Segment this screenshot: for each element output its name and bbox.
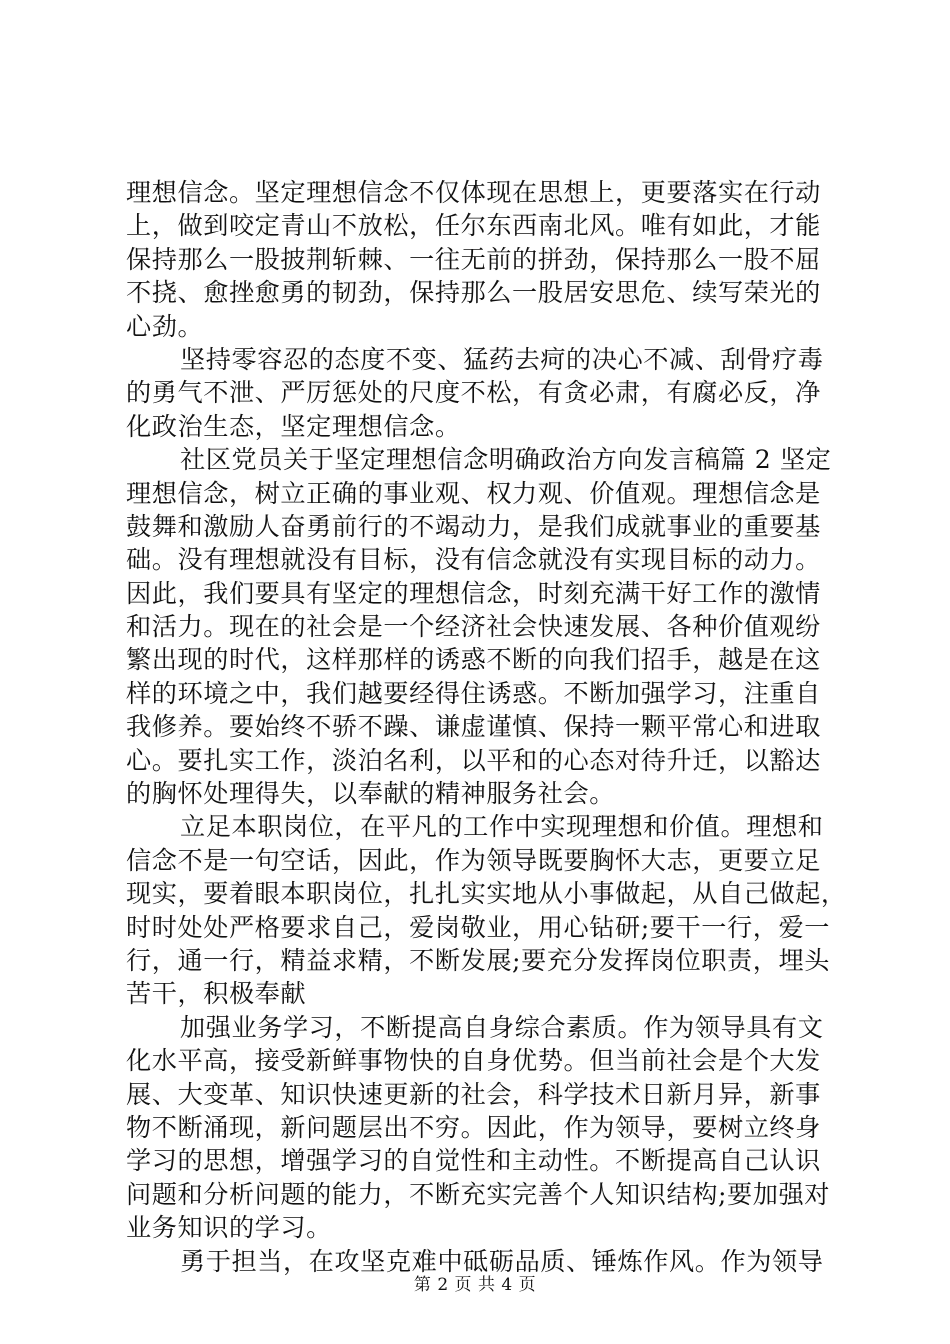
text-line: 础。没有理想就没有目标，没有信念就没有实现目标的动力。 <box>126 545 821 575</box>
text-line: 理想信念。坚定理想信念不仅体现在思想上，更要落实在行动 <box>126 178 821 207</box>
text-line: 理想信念，树立正确的事业观、权力观、价值观。理想信念是 <box>126 478 821 508</box>
text-line: 心。要扎实工作，淡泊名利，以平和的心态对待升迁，以豁达 <box>126 745 821 775</box>
text-line: 化水平高，接受新鲜事物快的自身优势。但当前社会是个大发 <box>126 1046 821 1076</box>
page-number-footer: 第 2 页 共 4 页 <box>413 1275 537 1295</box>
text-line: 我修养。要始终不骄不躁、谦虚谨慎、保持一颗平常心和进取 <box>126 712 821 742</box>
text-line: 和活力。现在的社会是一个经济社会快速发展、各种价值观纷 <box>126 612 821 642</box>
text-line: 上，做到咬定青山不放松，任尔东西南北风。唯有如此，才能 <box>126 211 821 241</box>
text-line: 的勇气不泄、严厉惩处的尺度不松，有贪必肃，有腐必反，净 <box>126 378 821 408</box>
text-line: 学习的思想，增强学习的自觉性和主动性。不断提高自己认识 <box>126 1146 821 1176</box>
text-line: 行，通一行，精益求精，不断发展;要充分发挥岗位职责，埋头 <box>126 945 830 975</box>
document-body <box>126 176 847 1278</box>
text-line: 展、大变革、知识快速更新的社会，科学技术日新月异，新事 <box>126 1079 821 1109</box>
text-line: 鼓舞和激励人奋勇前行的不竭动力，是我们成就事业的重要基 <box>126 511 821 541</box>
paragraph-first-line: 社区党员关于坚定理想信念明确政治方向发言稿篇 2 坚定 <box>180 445 832 475</box>
text-line: 业务知识的学习。 <box>126 1213 332 1243</box>
text-line: 样的环境之中，我们越要经得住诱惑。不断加强学习，注重自 <box>126 678 821 708</box>
text-line: 信念不是一句空话，因此，作为领导既要胸怀大志，更要立足 <box>126 845 821 875</box>
text-line: 繁出现的时代，这样那样的诱惑不断的向我们招手，越是在这 <box>126 645 821 675</box>
text-line: 心劲。 <box>126 311 204 341</box>
paragraph-first-line: 加强业务学习，不断提高自身综合素质。作为领导具有文 <box>180 1012 824 1042</box>
text-line: 因此，我们要具有坚定的理想信念，时刻充满干好工作的激情 <box>126 578 821 608</box>
paragraph-first-line: 勇于担当，在攻坚克难中砥砺品质、锤炼作风。作为领导 <box>180 1246 824 1276</box>
text-line: 化政治生态，坚定理想信念。 <box>126 411 461 441</box>
text-line: 问题和分析问题的能力，不断充实完善个人知识结构;要加强对 <box>126 1179 830 1209</box>
text-line: 保持那么一股披荆斩棘、一往无前的拼劲，保持那么一股不屈 <box>126 244 821 274</box>
text-line: 不挠、愈挫愈勇的韧劲，保持那么一股居安思危、续写荣光的 <box>126 278 821 308</box>
text-line: 物不断涌现，新问题层出不穷。因此，作为领导，要树立终身 <box>126 1112 821 1142</box>
paragraph-first-line: 坚持零容忍的态度不变、猛药去疴的决心不减、刮骨疗毒 <box>180 344 824 374</box>
text-line: 现实，要着眼本职岗位，扎扎实实地从小事做起，从自己做起， <box>126 879 847 909</box>
text-line: 时时处处严格要求自己，爱岗敬业，用心钻研;要干一行，爱一 <box>126 912 830 942</box>
paragraph-first-line: 立足本职岗位，在平凡的工作中实现理想和价值。理想和 <box>180 812 824 842</box>
text-line: 的胸怀处理得失，以奉献的精神服务社会。 <box>126 779 616 809</box>
text-line: 苦干，积极奉献 <box>126 979 307 1009</box>
